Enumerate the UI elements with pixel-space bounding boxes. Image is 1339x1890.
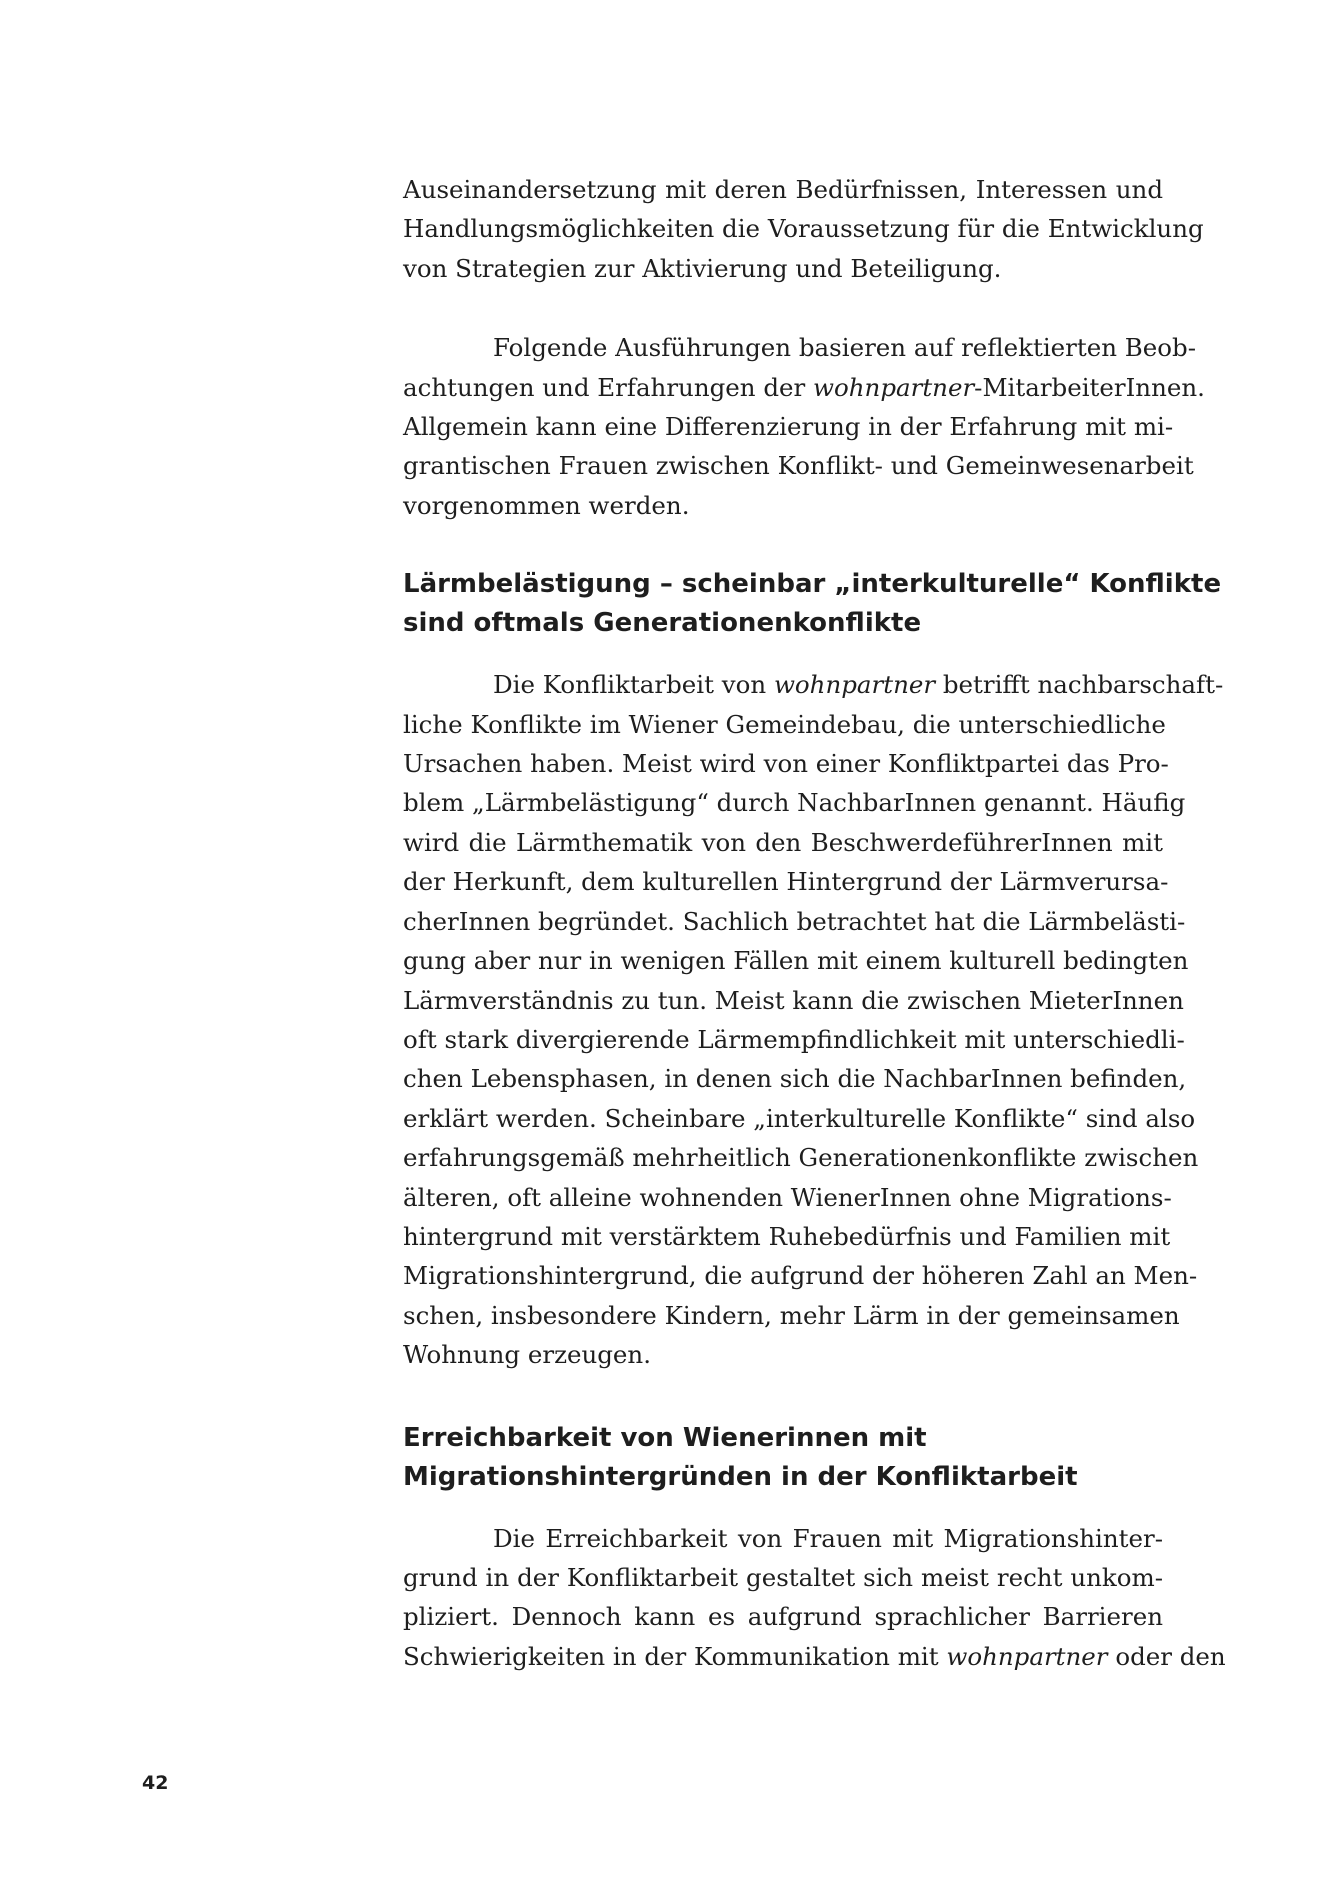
- text-line: erfahrungsgemäß mehrheitlich Generationenkonflikte zwischen: [403, 1143, 1199, 1173]
- text-line: pliziert. Dennoch kann es aufgrund sprachlicher Barrieren: [403, 1602, 1163, 1632]
- heading-line: Erreichbarkeit von Wienerinnen mit: [403, 1422, 927, 1453]
- heading-line: Migrationshintergründen in der Konfliktarbeit: [403, 1461, 1078, 1492]
- text-line: gung aber nur in wenigen Fällen mit einem kulturell bedingten: [403, 946, 1189, 976]
- heading-line: Lärmbelästigung – scheinbar „interkulturelle“ Konflikte: [403, 569, 1222, 600]
- text-line: wird die Lärmthematik von den BeschwerdeführerInnen mit: [403, 827, 1163, 857]
- paragraph-intro-continuation: [403, 170, 1204, 288]
- text-line: älteren, oft alleine wohnenden WienerInnen ohne Migrations-: [403, 1182, 1172, 1212]
- text-line: blem „Lärmbelästigung“ durch NachbarInnen genannt. Häufig: [403, 788, 1186, 818]
- brand-name: wohnpartner: [773, 670, 936, 700]
- section-heading-noise: [403, 565, 1222, 643]
- text-line: Die Erreichbarkeit von Frauen mit Migrationshinter-: [493, 1523, 1163, 1553]
- text-line: erklärt werden. Scheinbare „interkulturelle Konflikte“ sind also: [403, 1103, 1196, 1133]
- text-line: Folgende Ausführungen basieren auf reflektierten Beob-: [493, 333, 1196, 363]
- text-line: von Strategien zur Aktivierung und Beteiligung.: [403, 253, 1002, 283]
- text-line: liche Konflikte im Wiener Gemeindebau, die unterschiedliche: [403, 709, 1166, 739]
- paragraph-reachability: [403, 1519, 1226, 1677]
- text-line: [403, 1637, 1226, 1676]
- paragraph-observations: [403, 328, 1205, 525]
- text-segment: betrifft nachbarschaft-: [935, 670, 1224, 700]
- text-line: [403, 665, 1224, 704]
- text-line: Allgemein kann eine Differenzierung in der Erfahrung mit mi-: [403, 412, 1174, 442]
- text-line: Ursachen haben. Meist wird von einer Konfliktpartei das Pro-: [403, 749, 1169, 779]
- paragraph-conflict-work: [403, 665, 1224, 1374]
- text-line: [403, 368, 1205, 407]
- page-number: 42: [142, 1772, 169, 1794]
- text-line: chen Lebensphasen, in denen sich die NachbarInnen befinden,: [403, 1064, 1187, 1094]
- text-line: Wohnung erzeugen.: [403, 1340, 652, 1370]
- text-line: Auseinandersetzung mit deren Bedürfnissen, Interessen und: [403, 175, 1163, 204]
- brand-name: wohnpartner: [813, 372, 975, 402]
- text-line: hintergrund mit verstärktem Ruhebedürfnis und Familien mit: [403, 1221, 1171, 1251]
- text-line: grund in der Konfliktarbeit gestaltet sich meist recht unkom-: [403, 1562, 1163, 1592]
- text-line: vorgenommen werden.: [403, 490, 690, 520]
- text-line: Migrationshintergrund, die aufgrund der höheren Zahl an Men-: [403, 1261, 1198, 1291]
- section-heading-reachability: [403, 1419, 1163, 1497]
- text-line: schen, insbesondere Kindern, mehr Lärm in der gemeinsamen: [403, 1300, 1180, 1330]
- text-line: grantischen Frauen zwischen Konflikt- und Gemeinwesenarbeit: [403, 451, 1194, 481]
- text-line: Lärmverständnis zu tun. Meist kann die zwischen MieterInnen: [403, 985, 1184, 1015]
- text-segment: Die Konfliktarbeit von: [493, 670, 774, 700]
- text-segment: -MitarbeiterInnen.: [974, 372, 1205, 402]
- text-line: der Herkunft, dem kulturellen Hintergrund der Lärmverursa-: [403, 867, 1169, 897]
- text-line: Handlungsmöglichkeiten die Voraussetzung für die Entwicklung: [403, 214, 1204, 244]
- text-column: [403, 170, 1226, 1676]
- text-segment: oder den: [1107, 1641, 1226, 1671]
- text-line: oft stark divergierende Lärmempfindlichkeit mit unterschiedli-: [403, 1024, 1185, 1054]
- text-segment: Schwierigkeiten in der Kommunikation mit: [403, 1641, 947, 1671]
- text-segment: achtungen und Erfahrungen der: [403, 372, 814, 402]
- text-line: cherInnen begründet. Sachlich betrachtet hat die Lärmbelästi-: [403, 906, 1186, 936]
- brand-name: wohnpartner: [946, 1641, 1108, 1671]
- heading-line: sind oftmals Generationenkonflikte: [403, 608, 922, 639]
